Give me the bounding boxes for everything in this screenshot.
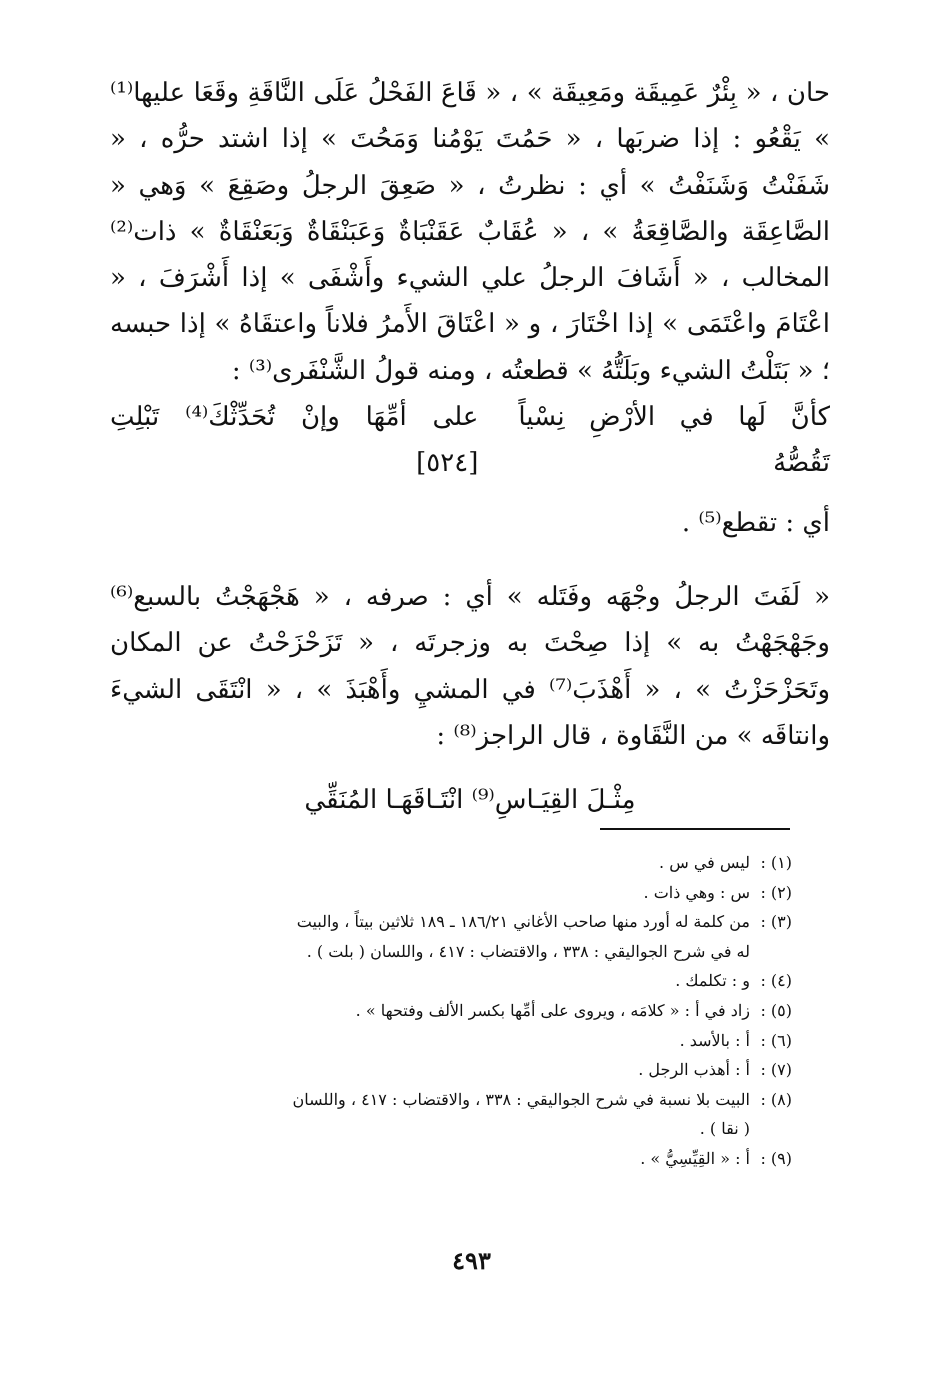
verse-explanation: أي : تقطع⁽⁵⁾ . — [681, 508, 830, 539]
footnote-number: (٣) : — [760, 912, 792, 932]
footnote-text: ليس في س . — [659, 853, 750, 872]
verse-hemistich-1: كأنَّ لَها في الأرْضِ نِسْياً تَقُصُّهُ — [518, 402, 830, 479]
footnote-number: (٩) : — [760, 1148, 792, 1168]
footnote-item — [120, 1085, 792, 1144]
footnote-text: البيت بلا نسبة في شرح الجواليقي : ٣٣٨ ، والاقتضاب : ٤١٧ ، واللسان — [292, 1089, 750, 1109]
footnote-continuation: له في شرح الجواليقي : ٣٣٨ ، والاقتضاب : ٤١٧ ، واللسان ( بلت ) . — [306, 941, 750, 961]
footnote-number: (٤) : — [760, 971, 792, 991]
footnote-item — [120, 848, 792, 878]
footnote-continuation: ( نقا ) . — [699, 1119, 750, 1139]
footnote-number: (٧) : — [760, 1060, 792, 1080]
footnote-text: من كلمة له أورد منها صاحب الأغاني ١٨٦/٢١ ـ ١٨٩ ثلاثين بيتاً ، والبيت — [296, 912, 750, 932]
footnote-number: (٢) : — [760, 882, 792, 902]
page-number: ٤٩٣ — [452, 1246, 491, 1275]
footnote-number: (٦) : — [760, 1030, 792, 1050]
footnote-text: و : تكلمك . — [675, 971, 750, 991]
footnote-number: (٨) : — [760, 1089, 792, 1109]
paragraph-2: « لَفَتَ الرجلُ وجْهَه وفَتَله » أي : صرفه ، « هَجْهَجْتُ بالسبع⁽⁶⁾ وجَهْجَهْتُ به » إذا صِحْتَ به وزجرتَه ، « تَزَحْزَحْتُ عن المكان وتَحَزْحَزْتُ » ، « أَهْذَبَ⁽⁷⁾ في المشيِ وأَهْبَذَ » ، « انْتَقَى الشيءَ وانتاقَه » من النَّقَاوة ، قال الراجز⁽⁸⁾ : — [110, 582, 830, 751]
footnote-text: أ : « القِيِّسِيُّ » . — [640, 1148, 750, 1168]
footnote-separator — [600, 828, 790, 830]
footnote-text: زاد في أ : « كلامَه ، ويروى على أمِّها بكسر الألف وفتحها » . — [355, 1000, 750, 1020]
footnote-item — [120, 878, 792, 908]
footnote-item — [120, 966, 792, 996]
verse-hemistich-2: على أمِّهَا وإنْ تُحَدِّثْكَ⁽⁴⁾ تَبْلِتِ [٥٢٤] — [110, 402, 479, 479]
footnote-number: (١) : — [760, 853, 792, 872]
footnote-item — [120, 1055, 792, 1085]
footnote-item — [120, 996, 792, 1026]
main-text-block — [110, 70, 830, 823]
rajaz-verse: مِثْـلَ القِيَـاسِ⁽⁹⁾ انْتَـاقَهَـا المُنَقِّي — [304, 785, 636, 816]
footnote-number: (٥) : — [760, 1000, 792, 1020]
footnotes-list — [120, 848, 792, 1174]
footnote-item — [120, 907, 792, 966]
footnote-text: أ : بالأسد . — [679, 1030, 750, 1050]
paragraph-1: حان ، « بِئْرٌ عَمِيقَة ومَعِيقَة » ، « قَاعَ الفَحْلُ عَلَى النَّاقَةِ وقَعَا عليها⁽¹⁾ » يَقْعُو : إذا ضربَها ، « حَمُتَ يَوْمُنا وَمَحُتَ » إذا اشتد حرُّه ، « شَفَنْتُ وَشَنَفْتُ » أي : نظرتُ ، « صَعِقَ الرجلُ وصَقِعَ » وَهي « الصَّاعِقَة والصَّاقِعَةُ » ، « عُقَابٌ عَقَنْبَاةٌ وَعَبَنْقَاةٌ وَبَعَنْقَاةٌ » ذات⁽²⁾ المخالب ، « أَشَافَ الرجلُ علي الشيء وأَشْفَى » إذا أَشْرَفَ ، « اعْتَامَ واعْتَمَى » إذا اخْتَارَ ، و « اعْتَاقَ الأَمرُ فلاناً واعتقَاهُ » إذا حبسه ؛ « بَتَلْتُ الشيء وبَلَتُّهُ » قطعتُه ، ومنه قولُ الشَّنْفَرى⁽³⁾ : — [110, 78, 830, 386]
verse-line — [110, 394, 830, 486]
main-text — [110, 70, 830, 394]
footnote-item — [120, 1026, 792, 1056]
footnote-text: س : وهي ذات . — [643, 882, 750, 902]
footnote-item — [120, 1144, 792, 1174]
footnote-text: أ : أهذب الرجل . — [638, 1060, 750, 1080]
